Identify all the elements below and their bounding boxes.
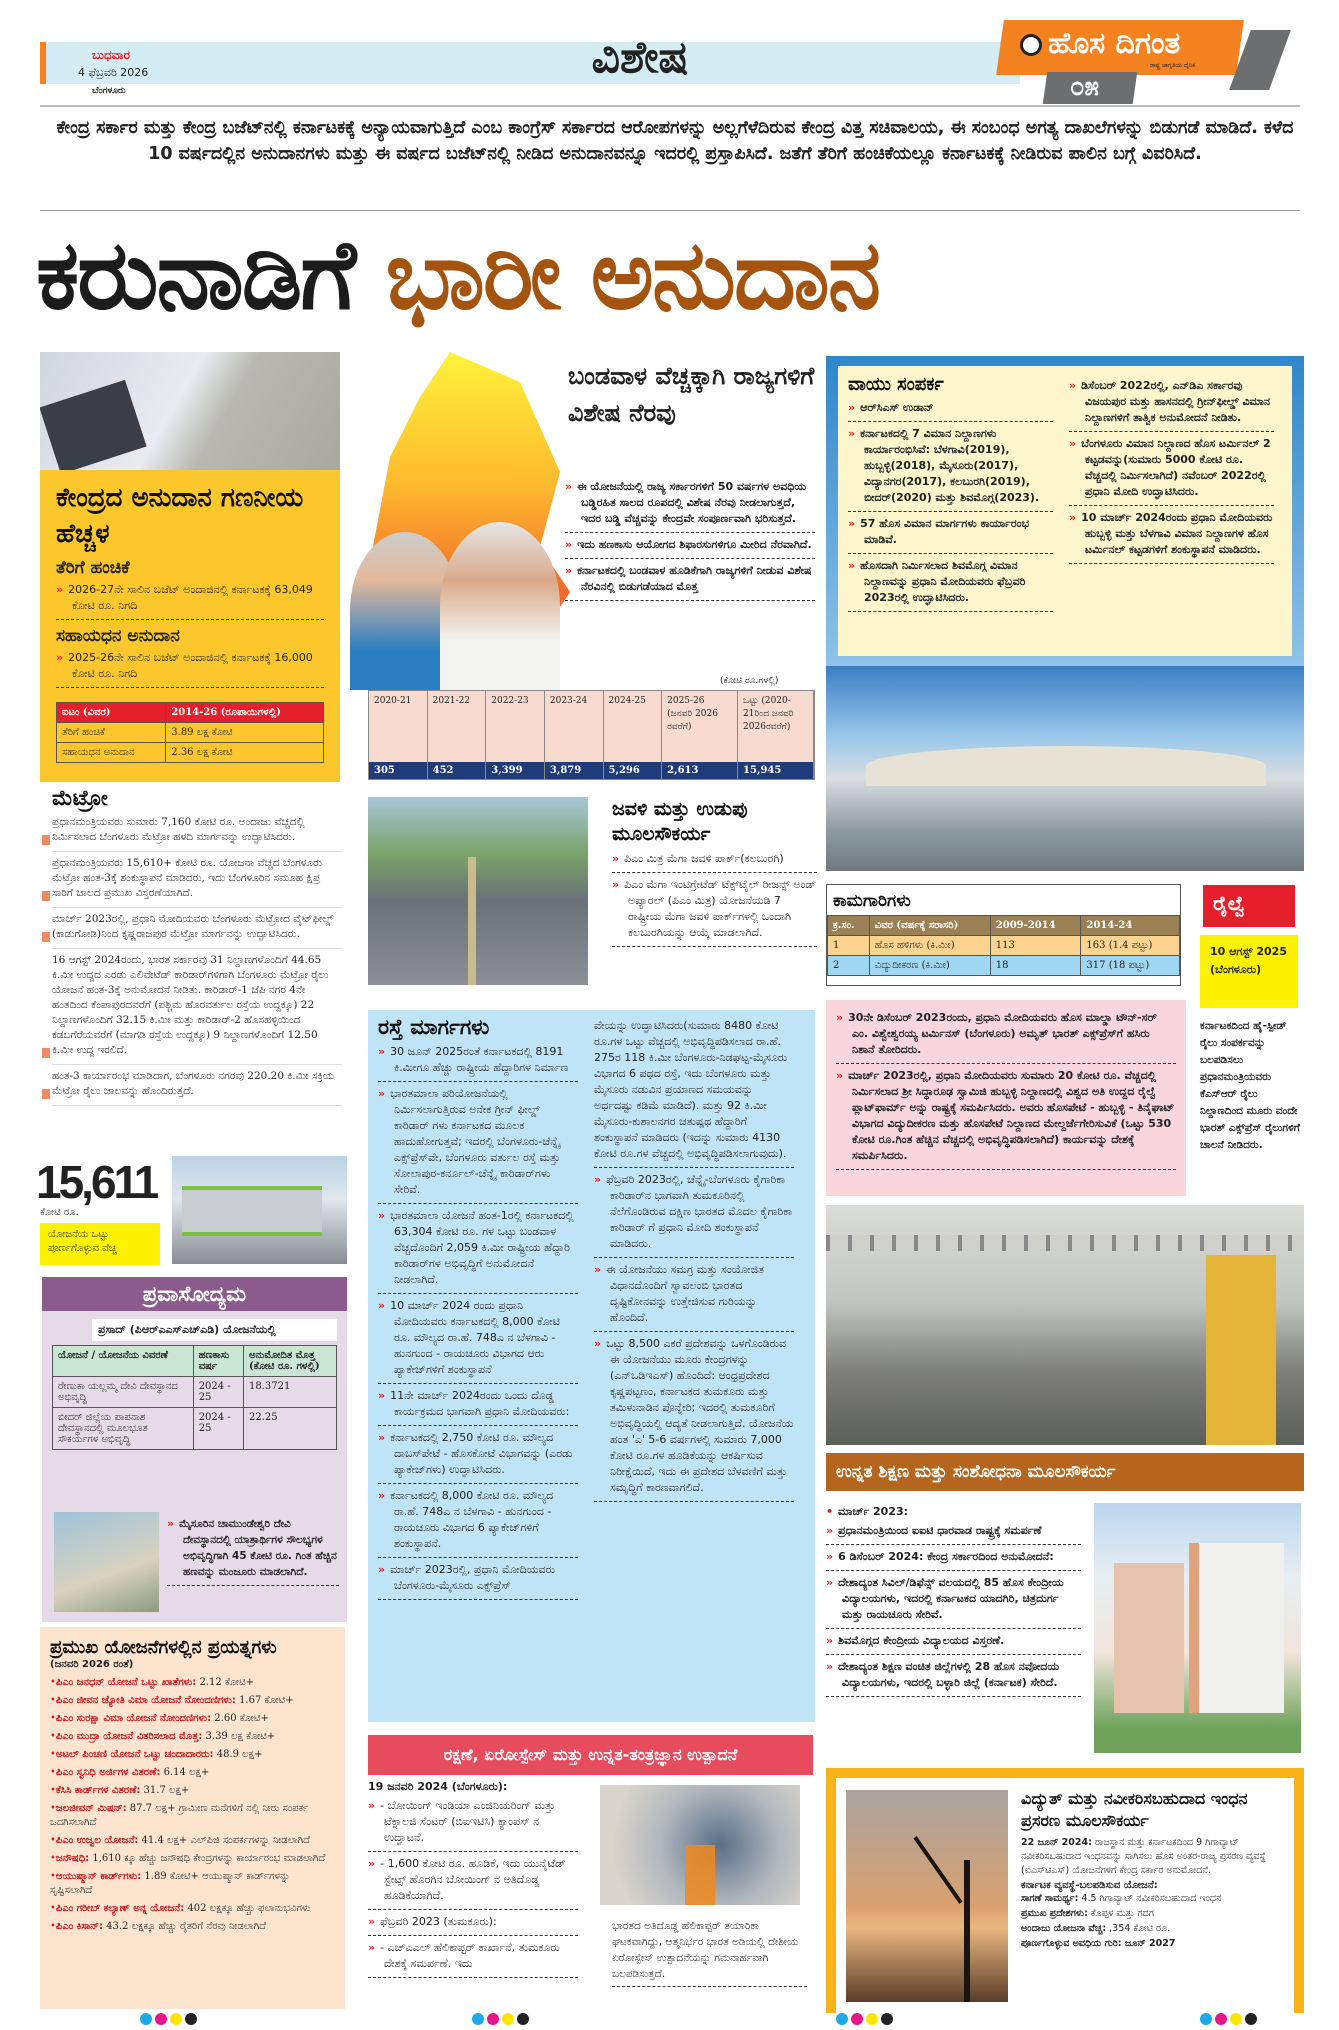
double-arrow-icon: »	[594, 1337, 602, 1350]
roads-title: ರಸ್ತೆ ಮಾರ್ಗಗಳು	[378, 1015, 490, 1039]
double-arrow-icon: »	[1069, 511, 1077, 524]
double-arrow-icon: »	[378, 1087, 386, 1100]
capex-bullets	[565, 475, 815, 601]
tourism-note: » ಮೈಸೂರಿನ ಚಾಮುಂಡೇಶ್ವರಿ ದೇವಿ ದೇವಸ್ಥಾನದಲ್ಲಿ ಯಾತ್ರಾರ್ಥಿಗಳ ಸೌಲಭ್ಯಗಳ ಅಭಿವೃದ್ಧಿಗಾಗಿ 45 ಕೋಟಿ ರೂ. ಗಿಂತ ಹೆಚ್ಚಿನ ಹಣವನ್ನು ಮಂಜೂರು ಮಾಡಲಾಗಿದೆ.	[167, 1512, 339, 1586]
bullet-marker-icon	[42, 1048, 50, 1058]
power-text: 22 ಜೂನ್ 2024: ರಾಜಸ್ಥಾನ ಮತ್ತು ಕರ್ನಾಟಕದಿಂದ 9 ಗಿಗಾವ್ಯಾಟ್ ನವೀಕರಿಸಬಹುದಾದ ಇಂಧನವನ್ನು ಸಾಗಿಸಲು ಹೊಸ ಅಂತರ-ರಾಜ್ಯ ಪ್ರಸರಣ ವ್ಯವಸ್ಥೆ (ಐಎಸ್‌ಟಿಎಸ್) ಯೋಜನೆಗಳಿಗೆ ಕೇಂದ್ರ ಸರ್ಕಾರ ಅನುಮೋದನೆ.	[1021, 1837, 1266, 1876]
double-arrow-icon: »	[826, 1576, 834, 1589]
registration-marks	[140, 2013, 197, 2025]
list-item: » ಈ ಯೋಜನೆಯು ಸಮಗ್ರ ಮತ್ತು ಸಂಯೋಜಿತ ವಿಧಾನದೊಂದಿಗೆ ಸ್ವಾವಲಂಬಿ ಭಾರತದ ದೃಷ್ಟಿಕೋನವನ್ನು ಉತ್ತೇಜಿಸುವ ಗುರಿಯನ್ನು ಹೊಂದಿದೆ.	[594, 1258, 794, 1332]
capex-unit: (ಕೋಟಿ ರೂ.ಗಳಲ್ಲಿ)	[720, 676, 779, 686]
table-header: 2014-24	[1081, 916, 1180, 936]
tourism-subtitle: ಪ್ರಸಾದ್ (ಪಿಆರ್‌ಎಎಸ್‌ಎಚ್‌ಎಡಿ) ಯೋಜನೆಯಲ್ಲಿ	[92, 1319, 337, 1341]
list-item: » ಮಾರ್ಚ್ 2023ರಲ್ಲಿ, ಪ್ರಧಾನಿ ಮೋದಿಯವರು ಸುಮಾರು 20 ಕೋಟಿ ರೂ. ವೆಚ್ಚದಲ್ಲಿ ನಿರ್ಮಿಸಲಾದ ಶ್ರೀ ಸಿದ್ಧಾರೂಢ ಸ್ವಾಮಿಜಿ ಹುಬ್ಬಳ್ಳಿ ನಿಲ್ದಾಣದಲ್ಲಿ ವಿಶ್ವದ ಅತಿ ಉದ್ದದ ರೈಲ್ವೆ ಪ್ಲಾಟ್‌ಫಾರ್ಮ್ ಅನ್ನು ರಾಷ್ಟ್ರಕ್ಕೆ ಸಮರ್ಪಿಸಿದರು. ಅವರು ಹೊಸಪೇಟೆ - ಹುಬ್ಬಳ್ಳಿ - ತಿನೈಘಾಟ್ ವಿಭಾಗದ ವಿದ್ಯುದೀಕರಣ ಮತ್ತು ಹೊಸಪೇಟೆ ನಿಲ್ದಾಣದ ಮೇಲ್ದರ್ಜೆಗೇರಿಸುವಿಕೆ (ಒಟ್ಟು 530 ಕೋಟಿ ರೂ.ಗಿಂತ ಹೆಚ್ಚಿನ ವೆಚ್ಚದಲ್ಲಿ ಅಭಿವೃದ್ಧಿಪಡಿಸಲಾಗಿದೆ) ಕಾರ್ಯವನ್ನು ದೇಶಕ್ಕೆ ಸಮರ್ಪಿಸಿದರು.	[836, 1064, 1176, 1170]
masthead-date: 4 ಫೆಬ್ರವರಿ 2026	[78, 66, 149, 79]
education-list	[826, 1505, 1081, 1697]
double-arrow-icon: »	[378, 1431, 386, 1444]
table-header: ಕ್ರ.ಸಂ.	[828, 916, 870, 936]
list-item: •ಪಿಎಂ ಉಜ್ವಲ ಯೋಜನೆ: 41.4 ಲಕ್ಷ+ ಎಲ್‌ಪಿಜಿ ಸಂಪರ್ಕಗಳನ್ನು ನೀಡಲಾಗಿದೆ	[50, 1835, 310, 1846]
rail-side-text: ಕರ್ನಾಟಕದಿಂದ ಹೈ-ಸ್ಪೀಡ್ ರೈಲು ಸಂಪರ್ಕವನ್ನು ಬಲಪಡಿಸಲು ಪ್ರಧಾನಮಂತ್ರಿಯವರು ಕೆಎಸ್‌ಆರ್ ರೈಲು ನಿಲ್ದಾಣದಿಂದ ಮೂರು ವಂದೇ ಭಾರತ್ ಎಕ್ಸ್‌ಪ್ರೆಸ್ ರೈಲುಗಳಿಗೆ ಚಾಲನೆ ನೀಡಿದರು.	[1200, 1020, 1300, 1151]
metro-title: ಮೆಟ್ರೋ	[52, 786, 108, 810]
list-item: » ಫೆಬ್ರವರಿ 2023ರಲ್ಲಿ, ಚೆನ್ನೈ-ಬೆಂಗಳೂರು ಕೈಗಾರಿಕಾ ಕಾರಿಡಾರ್‌ನ ಭಾಗವಾಗಿ ತುಮಕೂರಿನಲ್ಲಿ ನೆಲೆಗೊಂಡಿರುವ ದಕ್ಷಿಣ ಭಾರತದ ಮೊದಲ ಕೈಗಾರಿಕಾ ಕಾರಿಡಾರ್ ಗೆ ಪ್ರಧಾನಿ ಮೋದಿ ಶಂಕುಸ್ಥಾಪನೆ ಮಾಡಿದರು.	[594, 1168, 794, 1258]
masthead-day: ಬುಧವಾರ	[92, 48, 130, 62]
list-item: » ದೇಶಾದ್ಯಂತ ಸಿವಿಲ್/ಡಿಫೆನ್ಸ್ ವಲಯದಲ್ಲಿ 85 ಹೊಸ ಕೇಂದ್ರೀಯ ವಿದ್ಯಾಲಯಗಳು, ಇದರಲ್ಲಿ ಕರ್ನಾಟಕದ ಯಾದಗಿರಿ, ಚಿತ್ರದುರ್ಗ ಮತ್ತು ರಾಯಚೂರು ಸೇರಿವೆ.	[826, 1571, 1081, 1629]
list-item: » ಒಟ್ಟು 8,500 ಎಕರೆ ಪ್ರದೇಶವನ್ನು ಒಳಗೊಂಡಿರುವ ಈ ಯೋಜನೆಯು ಮೂರು ಕೇಂದ್ರಗಳನ್ನು (ಎನ್‌ಒಡಿಇಎಸ್) ಹೊಂದಿದೆ: ಆಂಧ್ರಪ್ರದೇಶದ ಕೃಷ್ಣಪಟ್ಟಣಂ, ಕರ್ನಾಟಕದ ತುಮಕೂರು ಮತ್ತು ತಮಿಳುನಾಡಿನ ಪೊನ್ನೇರಿ; ಇದರಲ್ಲಿ ತುಮಕೂರಿಗೆ ಅಭಿವೃದ್ಧಿಯಲ್ಲಿ ಆದ್ಯತೆ ನೀಡಲಾಗುತ್ತಿದೆ. ಯೋಜನೆಯ ಹಂತ 'ಎ' 5-6 ವರ್ಷಗಳಲ್ಲಿ ಸುಮಾರು 7,000 ಕೋಟಿ ರೂ.ಗಳ ಹೂಡಿಕೆಯನ್ನು ಆಕರ್ಷಿಸುವ ನಿರೀಕ್ಷೆಯಿದೆ, ಇದು ಈ ಪ್ರದೇಶದ ಬೆಳವಣಿಗೆ ಮತ್ತು ಸಮೃದ್ಧಿಗೆ ಕಾರಣವಾಗಲಿದೆ.	[594, 1332, 794, 1502]
double-arrow-icon: »	[826, 1550, 834, 1563]
double-arrow-icon: »	[594, 1173, 602, 1186]
registration-marks	[472, 2013, 529, 2025]
capex-year: 2023-24	[545, 691, 603, 762]
list-item: » - ಎಚ್‌ಎಎಲ್ ಹೆಲಿಕಾಪ್ಟರ್ ಕಾರ್ಖಾನೆ, ತುಮಕೂರು ದೇಶಕ್ಕೆ ಸಮರ್ಪಣೆ. ಇದು	[368, 1936, 578, 1978]
power-scheme: ಕರ್ನಾಟಕ ವ್ಯವಸ್ಥೆ-ಬಲಪಡಿಸುವ ಯೋಜನೆ:	[1021, 1880, 1158, 1891]
registration-marks	[1200, 2013, 1257, 2025]
list-item: ಹಂತ-3 ಕಾರ್ಯಾರಂಭ ಮಾಡಿದಾಗ, ಬೆಂಗಳೂರು ನಗರವು 220.20 ಕಿ.ಮೀ ಸಕ್ರಿಯ ಮೆಟ್ರೋ ರೈಲು ಜಾಲವನ್ನು ಹೊಂದಿರುತ್ತದೆ.	[52, 1065, 342, 1106]
double-arrow-icon: »	[378, 1045, 386, 1058]
defence-title: ರಕ್ಷಣೆ, ಏರೋಸ್ಪೇಸ್ ಮತ್ತು ಉನ್ನತ-ತಂತ್ರಜ್ಞಾನ ಉತ್ಪಾದನೆ	[368, 1735, 813, 1775]
capex-year-column	[604, 691, 663, 779]
table-header: 2009-2014	[990, 916, 1081, 936]
double-arrow-icon: »	[612, 878, 620, 891]
bullet-marker-icon	[42, 1089, 50, 1099]
airport-terminal-photo	[826, 666, 1304, 871]
capex-year-column	[738, 691, 814, 779]
list-item: •ಪಿಎಂ ಸುರಕ್ಷಾ ವಿಮಾ ಯೋಜನೆ ನೋಂದಣಿಗಳು: 2.60 ಕೋಟಿ+	[50, 1713, 269, 1724]
list-item: » ಹೊಸದಾಗಿ ನಿರ್ಮಿಸಲಾದ ಶಿವಮೊಗ್ಗ ವಿಮಾನ ನಿಲ್ದಾಣವನ್ನು ಪ್ರಧಾನಿ ಮೋದಿಯವರು ಫೆಬ್ರವರಿ 2023ರಲ್ಲಿ ಉದ್ಘಾಟಿಸಿದರು.	[848, 554, 1053, 612]
money-calculator-photo	[40, 352, 340, 470]
table-row: ರೇಣುಕಾ ಯಲ್ಲಮ್ಮ ದೇವಿ ದೇವಸ್ಥಾನದ ಅಭಿವೃದ್ಧಿ 2024 - 25 18.3721	[53, 1377, 337, 1408]
list-item: •ಪಿಎಂ ಮುದ್ರಾ ಯೋಜನೆ ವಿತರಿಸಲಾದ ಮೊತ್ತ: 3.39 ಲಕ್ಷ ಕೋಟಿ+	[50, 1731, 276, 1742]
double-arrow-icon: »	[1069, 379, 1077, 392]
bullet-marker-icon	[42, 835, 50, 845]
capex-year: 2020-21	[369, 691, 427, 762]
power-title: ವಿದ್ಯುತ್ ಮತ್ತು ನವೀಕರಿಸಬಹುದಾದ ಇಂಧನ ಪ್ರಸರಣ ಮೂಲಸೌಕರ್ಯ	[1021, 1789, 1248, 1830]
list-item: » ಕರ್ನಾಟಕದಲ್ಲಿ ಬಂಡವಾಳ ಹೂಡಿಕೆಗಾಗಿ ರಾಜ್ಯಗಳಿಗೆ ನೀಡುವ ವಿಶೇಷ ನೆರವಿನಲ್ಲಿ ಬಿಡುಗಡೆಯಾದ ಮೊತ್ತ	[565, 559, 815, 601]
double-arrow-icon: »	[836, 1011, 844, 1024]
leader-photo	[440, 522, 560, 690]
list-item: » 10 ಮಾರ್ಚ್ 2024ರಂದು ಪ್ರಧಾನಿ ಮೋದಿಯವರು ಹುಬ್ಬಳ್ಳಿ ಮತ್ತು ಬೆಳಗಾವಿ ವಿಮಾನ ನಿಲ್ದಾಣಗಳ ಹೊಸ ಟರ್ಮಿನಲ್ ಕಟ್ಟಡಗಳಿಗೆ ಶಂಕುಸ್ಥಾಪನೆ ಮಾಡಿದರು.	[1069, 506, 1274, 564]
list-item: » - 1,600 ಕೋಟಿ ರೂ. ಹೂಡಿಕೆ, ಇದು ಯುನೈಟೆಡ್ ಸ್ಟೇಟ್ಸ್ ಹೊರಗಿನ ಬೋಯಿಂಗ್ ನ ಅತಿದೊಡ್ಡ ಹೂಡಿಕೆಯಾಗಿದೆ.	[368, 1852, 578, 1910]
list-item: •ಅಟಲ್ ಪಿಂಚಣಿ ಯೋಜನೆ ಒಟ್ಟು ಚಂದಾದಾರರು: 48.9 ಲಕ್ಷ+	[50, 1749, 263, 1760]
list-item: •ಕೆಸಿಸಿ ಕಾರ್ಡ್‌ಗಳ ವಿತರಣೆ: 31.7 ಲಕ್ಷ+	[50, 1785, 190, 1796]
paper-tagline: ರಾಷ್ಟ್ರ ಜಾಗೃತಿಯ ದೈನಿಕ	[1150, 62, 1196, 69]
list-item: ಮಾರ್ಚ್ 2023ರಲ್ಲಿ, ಪ್ರಧಾನಿ ಮೋದಿಯವರು ಬೆಂಗಳೂರು ಮೆಟ್ರೋದ ವೈಟ್‌ಫೀಲ್ಡ್ (ಕಾಡುಗೋಡಿ)ನಿಂದ ಕೃಷ್ಣರಾಜಪುರ ಮೆಟ್ರೋ ಮಾರ್ಗವನ್ನು ಉದ್ಘಾಟಿಸಿದರು.	[52, 908, 342, 949]
bullet-marker-icon	[42, 891, 50, 901]
capex-year: 2021-22	[428, 691, 486, 762]
metro-big-unit: ಕೋಟಿ ರೂ.	[40, 1207, 79, 1218]
central-grant-title: ಕೇಂದ್ರದ ಅನುದಾನ ಗಣನೀಯ ಹೆಚ್ಚಳ	[56, 483, 304, 549]
table-row: 2 ವಿದ್ಯುದೀಕರಣ (ಕಿ.ಮೀ) 18 317 (18 ಪಟ್ಟು)	[828, 956, 1180, 976]
capex-year-column	[545, 691, 604, 779]
logo-emblem-icon	[1020, 34, 1042, 56]
intro-text: ಕೇಂದ್ರ ಸರ್ಕಾರ ಮತ್ತು ಕೇಂದ್ರ ಬಜೆಟ್‌ನಲ್ಲಿ ಕರ್ನಾಟಕಕ್ಕೆ ಅನ್ಯಾಯವಾಗುತ್ತಿದೆ ಎಂಬ ಕಾಂಗ್ರೆಸ್ ಸರ್ಕಾರದ ಆರೋಪಗಳನ್ನು ಅಲ್ಲಗೆಳೆದಿರುವ ಕೇಂದ್ರ ವಿತ್ತ ಸಚಿವಾಲಯ, ಈ ಸಂಬಂಧ ಅಗತ್ಯ ದಾಖಲೆಗಳನ್ನು ಬಿಡುಗಡೆ ಮಾಡಿದೆ. ಕಳೆದ 10 ವರ್ಷದಲ್ಲಿನ ಅನುದಾನಗಳು ಮತ್ತು ಈ ವರ್ಷದ ಬಜೆಟ್‌ನಲ್ಲಿ ನೀಡಿದ ಅನುದಾನವನ್ನೂ ಇದರಲ್ಲಿ ಪ್ರಸ್ತಾಪಿಸಿದೆ. ಜತೆಗೆ ತೆರಿಗೆ ಹಂಚಿಕೆಯಲ್ಲೂ ಕರ್ನಾಟಕಕ್ಕೆ ನೀಡಿರುವ ಪಾಲಿನ ಬಗ್ಗೆ ವಿವರಿಸಿದೆ.	[56, 118, 1294, 164]
power-box	[826, 1768, 1304, 2013]
rail-date: 10 ಆಗಸ್ಟ್ 2025 (ಬೆಂಗಳೂರು)	[1200, 935, 1298, 1008]
education-date: • ಮಾರ್ಚ್ 2023:	[826, 1505, 908, 1518]
list-item: » ಪ್ರಧಾನಮಂತ್ರಿಯಿಂದ ಐಐಟಿ ಧಾರವಾಡ ರಾಷ್ಟ್ರಕ್ಕೆ ಸಮರ್ಪಣೆ	[826, 1519, 1081, 1545]
list-item: 16 ಆಗಸ್ಟ್ 2024ರಂದು, ಭಾರತ ಸರ್ಕಾರವು 31 ನಿಲ್ದಾಣಗಳೊಂದಿಗೆ 44.65 ಕಿ.ಮೀ ಉದ್ದದ ಎರಡು ಎಲಿವೇಟೆಡ್ ಕಾರಿಡಾರ್‌ಗಳಿಗಾಗಿ ಬೆಂಗಳೂರು ಮೆಟ್ರೋ ರೈಲು ಯೋಜನೆ ಹಂತ-3ಕ್ಕೆ ಅನುಮೋದನೆ ನೀಡಿತು. ಕಾರಿಡಾರ್-1 ಜೆಪಿ ನಗರ 4ನೇ ಹಂತದಿಂದ ಕೆಂಪಾಪುರದವರೆಗೆ (ಪಶ್ಚಿಮ ಹೊರವರ್ತುಲ ರಸ್ತೆಯ ಉದ್ದಕ್ಕೂ) 22 ನಿಲ್ದಾಣಗಳೊಂದಿಗೆ 32.15 ಕಿ.ಮೀ ಮತ್ತು ಕಾರಿಡಾರ್-2 ಹೊಸಹಳ್ಳಿಯಿಂದ ಕಡಬಗೆರೆಯವರೆಗೆ (ಮಾಗಡಿ ರಸ್ತೆಯ ಉದ್ದಕ್ಕೂ) 9 ನಿಲ್ದಾಣಗಳೊಂದಿಗೆ 12.50 ಕಿ.ಮೀ ಉದ್ದ ಇರಲಿದೆ.	[52, 949, 342, 1065]
list-item: » ದೇಶಾದ್ಯಂತ ಶಿಕ್ಷಣ ವಂಚಿತ ಜಿಲ್ಲೆಗಳಲ್ಲಿ 28 ಹೊಸ ನವೋದಯ ವಿದ್ಯಾಲಯಗಳು, ಇದರಲ್ಲಿ ಬಳ್ಳಾರಿ ಜಿಲ್ಲೆ (ಕರ್ನಾಟಕ) ಸೇರಿದೆ.	[826, 1655, 1081, 1697]
works-table	[827, 915, 1180, 976]
air-box	[826, 356, 1304, 666]
rail-box	[826, 1000, 1186, 1196]
double-arrow-icon: »	[565, 480, 573, 493]
schemes-box	[40, 1627, 345, 2009]
headline-part1: ಕರುನಾಡಿಗೆ	[36, 219, 355, 331]
tourism-table	[52, 1345, 337, 1450]
works-title: ಕಾಮಗಾರಿಗಳು	[833, 891, 911, 911]
double-arrow-icon: »	[848, 517, 856, 530]
double-arrow-icon: »	[594, 1263, 602, 1276]
headline-part2: ಭಾರೀ ಅನುದಾನ	[385, 219, 880, 331]
karnataka-map-leaders-photo	[340, 352, 575, 690]
list-item: » ಭಾರತಮಾಲಾ ಪರಿಯೋಜನೆಯಲ್ಲಿ ನಿರ್ಮಿಸಲಾಗುತ್ತಿರುವ ಅನೇಕ ಗ್ರೀನ್ ಫೀಲ್ಡ್ ಕಾರಿಡಾರ್ ಗಳು ಕರ್ನಾಟಕದ ಮೂಲಕ ಹಾದುಹೋಗುತ್ತವೆ; ಇದರಲ್ಲಿ ಬೆಂಗಳೂರು-ಚೆನ್ನೈ ಎಕ್ಸ್‌ಪ್ರೆಸ್‌ವೇ, ಬೆಂಗಳೂರು ವರ್ತುಲ ರಸ್ತೆ ಮತ್ತು ಸೋಲಾಪುರ-ಕರ್ನೂಲ್-ಚೆನ್ನೈ ಕಾರಿಡಾರ್‌ಗಳು ಸೇರಿವೆ.	[378, 1082, 578, 1204]
tax-text: » 2026-27ನೇ ಸಾಲಿನ ಬಜೆಟ್ ಅಂದಾಜಿನಲ್ಲಿ ಕರ್ನಾಟಕಕ್ಕೆ 63,049 ಕೋಟಿ ರೂ. ನಿಗದಿ	[56, 578, 324, 620]
tourism-title: ಪ್ರವಾಸೋದ್ಯಮ	[42, 1277, 347, 1311]
list-item: ಪ್ರಮುಖ ಪ್ರದೇಶಗಳು: ಕೊಪ್ಪಳ ಮತ್ತು ಗದಗ	[1021, 1908, 1154, 1919]
double-arrow-icon: »	[368, 1941, 376, 1954]
schemes-title: ಪ್ರಮುಖ ಯೋಜನೆಗಳಲ್ಲಿನ ಪ್ರಯತ್ನಗಳು	[50, 1637, 277, 1658]
list-item: » ಕರ್ನಾಟಕದಲ್ಲಿ 2,750 ಕೋಟಿ ರೂ. ಮೌಲ್ಯದ ದಾಬಸ್‌ಪೇಟೆ - ಹೊಸಕೋಟೆ ವಿಭಾಗವನ್ನು (ಎರಡು ಪ್ಯಾಕೇಜ್‌ಗಳು) ಉದ್ಘಾಟಿಸಿದರು.	[378, 1426, 578, 1484]
list-item: » ಪಿಎಂ ಮೆಗಾ ಇಂಟಿಗ್ರೇಟೆಡ್ ಟೆಕ್ಸ್‌ಟೈಲ್ ರೀಜನ್ಸ್ ಅಂಡ್ ಅಪ್ಯಾರಲ್ (ಪಿಎಂ ಮಿತ್ರ) ಯೋಜನೆಯಡಿ 7 ರಾಷ್ಟ್ರೀಯ ಮೆಗಾ ಜವಳಿ ಪಾರ್ಕ್‌ಗಳಲ್ಲಿ ಒಂದಾಗಿ ಕಲಬುರಗಿಯನ್ನು ಆಯ್ಕೆ ಮಾಡಲಾಗಿದೆ.	[612, 873, 817, 947]
list-item: » ಶಿವಮೊಗ್ಗದ ಕೇಂದ್ರೀಯ ವಿದ್ಯಾಲಯದ ವಿಸ್ತರಣೆ.	[826, 1629, 1081, 1655]
paper-logo	[1000, 20, 1300, 105]
metro-big-caption: ಯೋಜನೆಯ ಒಟ್ಟು ಪೂರ್ಣಗೊಳ್ಳುವ ವೆಚ್ಚ	[40, 1223, 160, 1265]
double-arrow-icon: »	[826, 1660, 834, 1673]
list-item: ಪ್ರಧಾನಮಂತ್ರಿಯವರು ಸುಮಾರು 7,160 ಕೋಟಿ ರೂ. ಅಂದಾಜು ವೆಚ್ಚದಲ್ಲಿ ನಿರ್ಮಿಸಲಾದ ಬೆಂಗಳೂರು ಮೆಟ್ರೋ ಹಳದಿ ಮಾರ್ಗವನ್ನು ಉದ್ಘಾಟಿಸಿದರು.	[52, 811, 342, 852]
list-item: •ಪಿಎಂ ಕಿಸಾನ್: 43.2 ಲಕ್ಷಕ್ಕೂ ಹೆಚ್ಚು ರೈತರಿಗೆ ನೆರವು ನೀಡಲಾಗಿದೆ	[50, 1921, 267, 1932]
table-row: ಸಹಾಯಧನ ಅನುದಾನ 2.36 ಲಕ್ಷ ಕೋಟಿ	[57, 743, 324, 763]
list-item: » ಈ ಯೋಜನೆಯಲ್ಲಿ ರಾಜ್ಯ ಸರ್ಕಾರಗಳಿಗೆ 50 ವರ್ಷಗಳ ಅವಧಿಯ ಬಡ್ಡಿರಹಿತ ಸಾಲದ ರೂಪದಲ್ಲಿ ವಿಶೇಷ ನೆರವು ನೀಡಲಾಗುತ್ತದೆ, ಇದರ ಬಡ್ಡಿ ವೆಚ್ಚವನ್ನು ಕೇಂದ್ರವೇ ಸಂಪೂರ್ಣವಾಗಿ ಭರಿಸುತ್ತದೆ.	[565, 475, 815, 533]
list-item: » ಇದು ಹಣಕಾಸು ಆಯೋಗದ ಶಿಫಾರಸುಗಳಿಗೂ ಮೀರಿದ ನೆರವಾಗಿದೆ.	[565, 533, 815, 559]
list-item: •ಜಲಜೀವನ್ ಮಿಷನ್: 87.7 ಲಕ್ಷ+ ಗ್ರಾಮೀಣ ಮನೆಗಳಿಗೆ ನಲ್ಲಿ ನೀರು ಸಂಪರ್ಕ ಒದಗಿಸಲಾಗಿದೆ	[50, 1803, 309, 1828]
aid-title: ಸಹಾಯಧನ ಅನುದಾನ	[56, 626, 180, 646]
list-item: » 30ನೇ ಡಿಸೆಂಬರ್ 2023ರಂದು, ಪ್ರಧಾನಿ ಮೋದಿಯವರು ಹೊಸ ಮಾಲ್ಡಾ ಟೌನ್-ಸರ್ ಎಂ. ವಿಶ್ವೇಶ್ವರಯ್ಯ ಟರ್ಮಿನಸ್ (ಬೆಂಗಳೂರು) ಅಮೃತ್ ಭಾರತ್ ಎಕ್ಸ್‌ಪ್ರೆಸ್‌ಗೆ ಹಸಿರು ನಿಶಾನೆ ತೋರಿದರು.	[836, 1006, 1176, 1064]
textile-title: ಜವಳಿ ಮತ್ತು ಉಡುಪು ಮೂಲಸೌಕರ್ಯ	[612, 798, 748, 845]
double-arrow-icon: »	[378, 1563, 386, 1576]
capex-value: 5,296	[604, 762, 662, 779]
textile-section	[612, 797, 817, 947]
list-item: » ಬೆಂಗಳೂರು ವಿಮಾನ ನಿಲ್ದಾಣದ ಹೊಸ ಟರ್ಮಿನಲ್ 2 ಕಟ್ಟಡವನ್ನು(ಸುಮಾರು 5000 ಕೋಟಿ ರೂ. ವೆಚ್ಚದಲ್ಲಿ ನಿರ್ಮಿಸಲಾಗಿದೆ) ನವೆಂಬರ್ 2022ರಲ್ಲಿ ಪ್ರಧಾನಿ ಮೋದಿ ಉದ್ಘಾಟಿಸಿದರು.	[1069, 432, 1274, 506]
list-item: » 11ನೇ ಮಾರ್ಚ್ 2024ರಂದು ಒಂದು ದೊಡ್ಡ ಕಾರ್ಯಕ್ರಮದ ಭಾಗವಾಗಿ ಪ್ರಧಾನಿ ಮೋದಿಯವರು:	[378, 1384, 578, 1426]
double-arrow-icon: »	[1069, 437, 1077, 450]
double-arrow-icon: »	[565, 564, 573, 577]
capex-year: 2025-26 (ಜನವರಿ 2026 ರವರೆಗೆ)	[662, 691, 737, 762]
metro-big-number: 15,611	[36, 1156, 157, 1208]
capex-year-column	[428, 691, 487, 779]
list-item: •ಪಿಎಂ ಸ್ವನಿಧಿ ಅರ್ಜಿಗಳ ವಿತರಣೆ: 6.14 ಲಕ್ಷ+	[50, 1767, 210, 1778]
rail-tag: ರೈಲ್ವೆ	[1203, 885, 1295, 927]
masthead-band	[40, 42, 1020, 84]
double-arrow-icon: »	[848, 559, 856, 572]
central-grant-box	[40, 470, 340, 782]
works-box	[826, 884, 1181, 986]
capex-value: 305	[369, 762, 427, 779]
list-item: » 6 ಡಿಸೆಂಬರ್ 2024: ಕೇಂದ್ರ ಸರ್ಕಾರದಿಂದ ಅನುಮೋದನೆ:	[826, 1545, 1081, 1571]
capex-table	[368, 690, 815, 780]
metro-train-photo	[172, 1156, 347, 1264]
air-title: ವಾಯು ಸಂಪರ್ಕ	[848, 374, 944, 395]
double-arrow-icon: »	[836, 1069, 844, 1082]
defence-side-text: ಭಾರತದ ಅತಿದೊಡ್ಡ ಹೆಲಿಕಾಪ್ಟರ್ ತಯಾರಿಕಾ ಘಟಕವಾಗಿದ್ದು, ಆತ್ಮನಿರ್ಭರ ಭಾರತ ಅಡಿಯಲ್ಲಿ ದೇಶೀಯ ಏರೋಸ್ಪೇಸ್ ಉತ್ಪಾದನೆಯನ್ನು ಗಮನಾರ್ಹವಾಗಿ ಬಲಪಡಿಸುತ್ತದೆ.	[612, 1918, 807, 1987]
capex-value: 2,613	[662, 762, 737, 779]
list-item: » ಫೆಬ್ರವರಿ 2023 (ತುಮಕೂರು):	[368, 1910, 578, 1936]
defence-list	[368, 1780, 578, 1978]
table-header: 2014-26 (ರೂಪಾಯಿಗಳಲ್ಲಿ)	[166, 703, 324, 723]
capex-year: ಒಟ್ಟು (2020-21ರಿಂದ ಜನವರಿ 2026ರವರೆಗೆ)	[738, 691, 813, 762]
capex-value: 3,399	[486, 762, 544, 779]
table-header: ಯೋಜನೆ / ಯೋಜನೆಯ ವಿವರಣೆ	[53, 1346, 194, 1377]
table-row: ಬೀದರ್ ಜಿಲ್ಲೆಯ ಪಾಪನಾಶ ದೇವಸ್ಥಾನದಲ್ಲಿ ಮೂಲಭೂತ ಸೌಕರ್ಯಗಳ ಅಭಿವೃದ್ಧಿ 2024 - 25 22.25	[53, 1408, 337, 1450]
bullet-marker-icon	[42, 932, 50, 942]
capex-value: 452	[428, 762, 486, 779]
list-item: » ಮಾರ್ಚ್ 2023ರಲ್ಲಿ, ಪ್ರಧಾನಿ ಮೋದಿಯವರು ಬೆಂಗಳೂರು-ಮೈಸೂರು ಎಕ್ಸ್‌ಪ್ರೆಸ್	[378, 1558, 578, 1600]
page-number: ೦೫	[1070, 72, 1100, 102]
capex-year: 2024-25	[604, 691, 662, 762]
list-item: » 10 ಮಾರ್ಚ್ 2024 ರಂದು ಪ್ರಧಾನಿ ಮೋದಿಯವರು ಕರ್ನಾಟಕದಲ್ಲಿ 8,000 ಕೋಟಿ ರೂ. ಮೌಲ್ಯದ ರಾ.ಹೆ. 748ಎ ನ ಬೆಳಗಾವಿ - ಹುನಗುಂದ - ರಾಯಚೂರು ವಿಭಾಗದ ಆರು ಪ್ಯಾಕೇಜ್‌ಗಳಿಗೆ ಶಂಕುಸ್ಥಾಪನೆ	[378, 1294, 578, 1384]
capex-value: 15,945	[738, 762, 813, 779]
list-item: •ಜನೌಷಧಿ: 1,610 ಕ್ಕೂ ಹೆಚ್ಚು ಜನೌಷಧಿ ಕೇಂದ್ರಗಳನ್ನು ಕಾರ್ಯಾರಂಭ ಮಾಡಲಾಗಿದೆ	[50, 1853, 326, 1864]
list-item: » 30 ಜೂನ್ 2025ರಂತೆ ಕರ್ನಾಟಕದಲ್ಲಿ 8191 ಕಿ.ಮೀಗೂ ಹೆಚ್ಚು ರಾಷ್ಟ್ರೀಯ ಹೆದ್ದಾರಿಗಳ ನಿರ್ಮಾಣ	[378, 1040, 578, 1082]
list-item: •ಪಿಎಂ ಜೀವನ ಜ್ಯೋತಿ ವಿಮಾ ಯೋಜನೆ ನೋಂದಣಿಗಳು: 1.67 ಕೋಟಿ+	[50, 1695, 294, 1706]
double-arrow-icon: »	[848, 401, 856, 414]
double-arrow-icon: »	[378, 1389, 386, 1402]
table-header: ಹಣಕಾಸು ವರ್ಷ	[193, 1346, 243, 1377]
table-row: 1 ಹೊಸ ಹಳಿಗಳು (ಕಿ.ಮೀ) 113 163 (1.4 ಪಟ್ಟು)	[828, 936, 1180, 956]
schemes-subtitle: (ಜನವರಿ 2026 ರಂತೆ)	[50, 1659, 134, 1670]
list-item: » ಡಿಸೆಂಬರ್ 2022ರಲ್ಲಿ, ಎನ್‌ಡಿಎ ಸರ್ಕಾರವು ವಿಜಯಪುರ ಮತ್ತು ಹಾಸನದಲ್ಲಿ ಗ್ರೀನ್‌ಫೀಲ್ಡ್ ವಿಮಾನ ನಿಲ್ದಾಣಗಳಿಗೆ ತಾತ್ವಿಕ ಅನುಮೋದನೆ ನೀಡಿತು.	[1069, 374, 1274, 432]
table-header: ವಿವರ (ವರ್ಷಕ್ಕೆ ಸರಾಸರಿ)	[869, 916, 990, 936]
list-item: » ಕರ್ನಾಟಕದಲ್ಲಿ 8,000 ಕೋಟಿ ರೂ. ಮೌಲ್ಯದ ರಾ.ಹೆ. 748ಎ ನ ಬೆಳಗಾವಿ - ಹುನಗುಂದ - ರಾಯಚೂರು ವಿಭಾಗದ 6 ಪ್ಯಾಕೇಜ್‌ಗಳಿಗೆ ಶಂಕುಸ್ಥಾಪನೆ.	[378, 1484, 578, 1558]
tax-title: ತೆರಿಗೆ ಹಂಚಿಕೆ	[56, 558, 130, 578]
tourism-box	[42, 1277, 347, 1622]
main-headline	[36, 216, 879, 334]
list-item: •ಪಿಎಂ ಜನಧನ್ ಯೋಜನೆ ಒಟ್ಟು ಖಾತೆಗಳು: 2.12 ಕೋಟಿ+	[50, 1677, 254, 1688]
table-row: ತೆರಿಗೆ ಹಂಚಿಕೆ 3.89 ಲಕ್ಷ ಕೋಟಿ	[57, 723, 324, 743]
capex-value: 3,879	[545, 762, 603, 779]
metro-section	[52, 785, 342, 1106]
railway-station-photo	[826, 1205, 1304, 1445]
table-header: ಅನುಮೋದಿತ ಮೊತ್ತ (ಕೋಟಿ ರೂ. ಗಳಲ್ಲಿ)	[243, 1346, 336, 1377]
registration-marks	[836, 2013, 893, 2025]
double-arrow-icon: »	[368, 1799, 376, 1812]
double-arrow-icon: »	[368, 1857, 376, 1870]
roads-continued: ವೇಯನ್ನು ಉದ್ಘಾಟಿಸಿದರು(ಸುಮಾರು 8480 ಕೋಟಿ ರೂ.ಗಳ ಒಟ್ಟು ವೆಚ್ಚದಲ್ಲಿ ಅಭಿವೃದ್ಧಿಪಡಿಸಲಾದ ರಾ.ಹೆ. 275ರ 118 ಕಿ.ಮೀ ಬೆಂಗಳೂರು-ನಿಡಘಟ್ಟ-ಮೈಸೂರು ವಿಭಾಗದ 6 ಪಥದ ರಸ್ತೆ, ಇದು ಬೆಂಗಳೂರು ಮತ್ತು ಮೈಸೂರು ನಡುವಿನ ಪ್ರಯಾಣದ ಸಮಯವನ್ನು ಅರ್ಧದಷ್ಟು ಕಡಿಮೆ ಮಾಡಿದೆ). ಮತ್ತು 92 ಕಿ.ಮೀ ಮೈಸೂರು-ಕುಶಾಲನಗರ ಚತುಷ್ಪಥ ಹೆದ್ದಾರಿಗೆ ಶಂಕುಸ್ಥಾಪನೆ ಮಾಡಿದರು (ಇದನ್ನು ಸುಮಾರು 4130 ಕೋಟಿ ರೂ.ಗಳ ವೆಚ್ಚದಲ್ಲಿ ಅಭಿವೃದ್ಧಿಪಡಿಸಲಾಗುವುದು).	[594, 1014, 794, 1168]
capex-title: ಬಂಡವಾಳ ವೆಚ್ಚಕ್ಕಾಗಿ ರಾಜ್ಯಗಳಿಗೆ ವಿಶೇಷ ನೆರವು	[568, 362, 815, 427]
education-title: ಉನ್ನತ ಶಿಕ್ಷಣ ಮತ್ತು ಸಂಶೋಧನಾ ಮೂಲಸೌಕರ್ಯ	[826, 1453, 1304, 1491]
double-arrow-icon: »	[565, 538, 573, 551]
list-item: ಪ್ರಧಾನಮಂತ್ರಿಯವರು 15,610+ ಕೋಟಿ ರೂ. ಯೋಜನಾ ವೆಚ್ಚದ ಬೆಂಗಳೂರು ಮೆಟ್ರೋ ಹಂತ-3ಕ್ಕೆ ಶಂಕುಸ್ಥಾಪನೆ ಮಾಡಿದರು, ಇದು ಬೆಂಗಳೂರಿನ ಸಮೂಹ ಕ್ಷಿಪ್ರ ಸಾರಿಗೆ ಜಾಲದ ಪ್ರಮುಖ ವಿಸ್ತರಣೆಯಾಗಿದೆ.	[52, 852, 342, 908]
list-item: » - ಬೋಯಿಂಗ್ ಇಂಡಿಯಾ ಎಂಜಿನಿಯರಿಂಗ್ ಮತ್ತು ಟೆಕ್ನಾಲಜಿ ಸೆಂಟರ್ (ಬಿಐಇಟಿಸಿ) ಕ್ಯಾಂಪಸ್ ನ ಉದ್ಘಾಟನೆ.	[368, 1794, 578, 1852]
list-item: » ಆರ್‌ಸಿಎಸ್ ಉಡಾನ್	[848, 396, 1053, 422]
rule	[40, 105, 1300, 107]
temple-photo	[54, 1512, 159, 1612]
list-item: ಸಾಗಣೆ ಸಾಮರ್ಥ್ಯ: 4.5 ಗಿಗಾವ್ಯಾಟ್ ನವೀಕರಿಸಬಹುದಾದ ಇಂಧನ	[1021, 1893, 1222, 1904]
grant-table	[56, 702, 324, 763]
capex-year-column	[662, 691, 738, 779]
rule	[40, 210, 1300, 211]
double-arrow-icon: »	[848, 427, 856, 440]
list-item: » ಪಿಎಂ ಮಿತ್ರ ಮೆಗಾ ಜವಳಿ ಪಾರ್ಕ್(ಕಲಬುರಗಿ)	[612, 847, 817, 873]
capex-year-column	[369, 691, 428, 779]
aid-text: » 2025-26ನೇ ಸಾಲಿನ ಬಜೆಟ್ ಅಂದಾಜಿನಲ್ಲಿ ಕರ್ನಾಟಕಕ್ಕೆ 16,000 ಕೋಟಿ ರೂ. ನಿಗದಿ	[56, 646, 324, 688]
table-header: ಐಟಂ (ವಿವರ)	[57, 703, 166, 723]
list-item: ಅಂದಾಜು ಯೋಜನಾ ವೆಚ್ಚ: ,354 ಕೋಟಿ ರೂ.	[1021, 1923, 1171, 1934]
section-title: ವಿಶೇಷ	[591, 32, 689, 83]
list-item: •ಪಿಎಂ ಗರೀಬ್ ಕಲ್ಯಾಣ್ ಅನ್ನ ಯೋಜನೆ: 402 ಲಕ್ಷಕ್ಕೂ ಹೆಚ್ಚು ಫಲಾನುಭವಿಗಳು	[50, 1903, 311, 1914]
paper-name: ಹೊಸ ದಿಗಂತ	[1048, 26, 1181, 61]
masthead-city: ಬೆಂಗಳೂರು	[92, 86, 126, 96]
aircraft-engine-photo	[600, 1785, 800, 1905]
roads-box	[368, 1010, 815, 1722]
double-arrow-icon: »	[378, 1209, 386, 1222]
double-arrow-icon: »	[378, 1299, 386, 1312]
double-arrow-icon: »	[378, 1489, 386, 1502]
double-arrow-icon: »	[612, 852, 620, 865]
list-item: •ಆಯುಷ್ಮಾನ್ ಕಾರ್ಡ್‌ಗಳು: 1.89 ಕೋಟಿ+ ಆಯುಷ್ಮಾನ್ ಕಾರ್ಡ್‌ಗಳನ್ನು ಸೃಷ್ಟಿಸಲಾಗಿದೆ	[50, 1871, 290, 1896]
list-item: » ಕರ್ನಾಟಕದಲ್ಲಿ 7 ವಿಮಾನ ನಿಲ್ದಾಣಗಳು ಕಾರ್ಯಾರಂಭಿಸಿವೆ: ಬೆಳಗಾವಿ(2019), ಹುಬ್ಬಳ್ಳಿ(2018), ಮೈಸೂರು(2017), ವಿದ್ಯಾನಗರ(2017), ಕಲಬುರಗಿ(2019), ಬೀದರ್(2020) ಮತ್ತು ಶಿವಮೊಗ್ಗ(2023).	[848, 422, 1053, 512]
college-building-photo	[1094, 1503, 1301, 1753]
wind-turbine-photo	[846, 1790, 1008, 2002]
double-arrow-icon: »	[368, 1915, 376, 1928]
highway-photo	[368, 797, 588, 985]
double-arrow-icon: »	[826, 1524, 834, 1537]
capex-year-column	[486, 691, 545, 779]
list-item: ಪೂರ್ಣಗೊಳ್ಳುವ ಅವಧಿಯ ಗುರಿ: ಜೂನ್ 2027	[1021, 1938, 1176, 1949]
capex-year: 2022-23	[486, 691, 544, 762]
defence-date: 19 ಜನವರಿ 2024 (ಬೆಂಗಳೂರು):	[368, 1780, 508, 1793]
list-item: » 57 ಹೊಸ ವಿಮಾನ ಮಾರ್ಗಗಳು ಕಾರ್ಯಾರಂಭ ಮಾಡಿವೆ.	[848, 512, 1053, 554]
double-arrow-icon: »	[826, 1634, 834, 1647]
list-item: » ಭಾರತಮಾಲಾ ಯೋಜನೆ ಹಂತ-1ರಲ್ಲಿ ಕರ್ನಾಟಕದಲ್ಲಿ 63,304 ಕೋಟಿ ರೂ. ಗಳ ಒಟ್ಟು ಬಂಡವಾಳ ವೆಚ್ಚದೊಂದಿಗೆ 2,059 ಕಿ.ಮೀ ರಾಷ್ಟ್ರೀಯ ಹೆದ್ದಾರಿ ಕಾರಿಡಾರ್‌ಗಳ ಅಭಿವೃದ್ಧಿಗೆ ಅನುಮೋದನೆ ನೀಡಲಾಗಿದೆ.	[378, 1204, 578, 1294]
